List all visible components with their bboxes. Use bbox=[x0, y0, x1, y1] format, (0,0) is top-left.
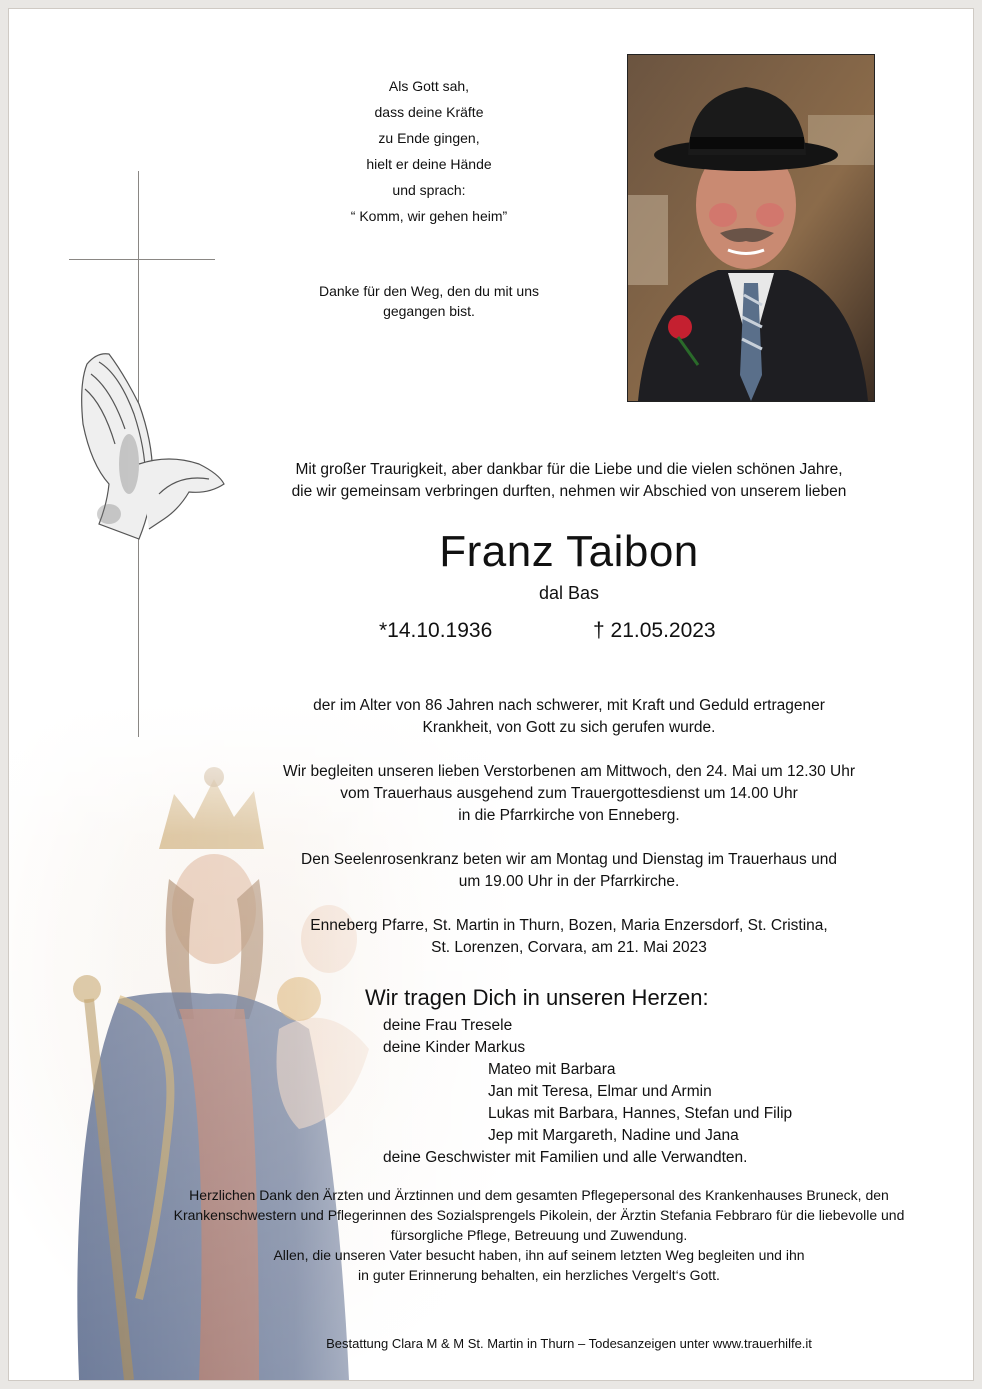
poem bbox=[279, 73, 579, 229]
mourners-heading: Wir tragen Dich in unseren Herzen: bbox=[365, 985, 709, 1010]
paragraph-rosary bbox=[189, 849, 949, 893]
paragraph-line: Wir begleiten unseren lieben Verstorbenen am Mittwoch, den 24. Mai um 12.30 Uhr bbox=[282, 763, 856, 780]
intro-line: Mit großer Traurigkeit, aber dankbar für die Liebe und die vielen schönen Jahre, bbox=[295, 461, 843, 478]
paragraph-age bbox=[189, 695, 949, 739]
mourner-wife: deine Frau Tresele bbox=[383, 1017, 513, 1034]
mourner-child: Lukas mit Barbara, Hannes, Stefan und Filip bbox=[488, 1105, 793, 1122]
paragraph-funeral bbox=[189, 761, 949, 827]
poem-line: hielt er deine Hände bbox=[366, 156, 492, 172]
paragraph-line: der im Alter von 86 Jahren nach schwerer, mit Kraft und Geduld ertragener bbox=[313, 697, 825, 714]
thanks-line: gegangen bist. bbox=[383, 303, 475, 319]
paragraph-line: St. Lorenzen, Corvara, am 21. Mai 2023 bbox=[431, 939, 707, 956]
poem-line: Als Gott sah, bbox=[388, 78, 470, 94]
closing-thanks bbox=[129, 1185, 949, 1285]
paragraph-line: Enneberg Pfarre, St. Martin in Thurn, Bozen, Maria Enzersdorf, St. Cristina, bbox=[310, 917, 828, 934]
thanks-text bbox=[279, 281, 579, 321]
paragraph-line: vom Trauerhaus ausgehend zum Trauergottesdienst um 14.00 Uhr bbox=[340, 785, 798, 802]
mourner-child: Jan mit Teresa, Elmar und Armin bbox=[488, 1083, 712, 1100]
birth-date: *14.10.1936 bbox=[379, 619, 493, 642]
mourner-child: Mateo mit Barbara bbox=[488, 1061, 616, 1078]
intro-line: die wir gemeinsam verbringen durften, nehmen wir Abschied von unserem lieben bbox=[291, 483, 847, 500]
paragraph-line: in die Pfarrkirche von Enneberg. bbox=[458, 807, 680, 824]
closing-line: Herzlichen Dank den Ärzten und Ärztinnen und dem gesamten Pflegepersonal des Krankenhauses Bruneck, den bbox=[189, 1187, 889, 1203]
footer-text: Bestattung Clara M & M St. Martin in Thurn – Todesanzeigen unter www.trauerhilfe.it bbox=[326, 1336, 812, 1351]
paragraph-line: Den Seelenrosenkranz beten wir am Montag und Dienstag im Trauerhaus und bbox=[301, 851, 837, 868]
paragraph-line: Krankheit, von Gott zu sich gerufen wurde. bbox=[422, 719, 716, 736]
praying-hands-icon bbox=[69, 344, 229, 544]
mourner-siblings: deine Geschwister mit Familien und alle Verwandten. bbox=[383, 1149, 748, 1166]
poem-line: “ Komm, wir gehen heim” bbox=[350, 208, 508, 224]
closing-line: fürsorgliche Pflege, Betreuung und Zuwendung. bbox=[390, 1227, 688, 1243]
poem-line: zu Ende gingen, bbox=[378, 130, 480, 146]
deceased-nickname: dal Bas bbox=[538, 583, 600, 603]
paragraph-places bbox=[189, 915, 949, 959]
closing-line: Krankenschwestern und Pflegerinnen des Sozialsprengels Pikolein, der Ärztin Stefania Febbraro für die liebevolle und bbox=[173, 1207, 905, 1223]
closing-line: in guter Erinnerung behalten, ein herzliches Vergelt‘s Gott. bbox=[358, 1267, 720, 1283]
closing-line: Allen, die unseren Vater besucht haben, ihn auf seinem letzten Weg begleiten und ihn bbox=[273, 1247, 805, 1263]
poem-line: dass deine Kräfte bbox=[374, 104, 484, 120]
obituary-card bbox=[8, 8, 974, 1381]
poem-line: und sprach: bbox=[392, 182, 466, 198]
mourner-children-intro: deine Kinder Markus bbox=[383, 1039, 526, 1056]
intro-text bbox=[189, 459, 949, 503]
death-date: † 21.05.2023 bbox=[593, 619, 716, 642]
portrait-photo bbox=[627, 54, 875, 402]
thanks-line: Danke für den Weg, den du mit uns bbox=[319, 283, 539, 299]
paragraph-line: um 19.00 Uhr in der Pfarrkirche. bbox=[458, 873, 680, 890]
portrait-photo-image bbox=[628, 55, 874, 401]
deceased-name: Franz Taibon bbox=[439, 527, 699, 576]
cross-horizontal-line bbox=[69, 259, 215, 260]
mourner-child: Jep mit Margareth, Nadine und Jana bbox=[488, 1127, 739, 1144]
